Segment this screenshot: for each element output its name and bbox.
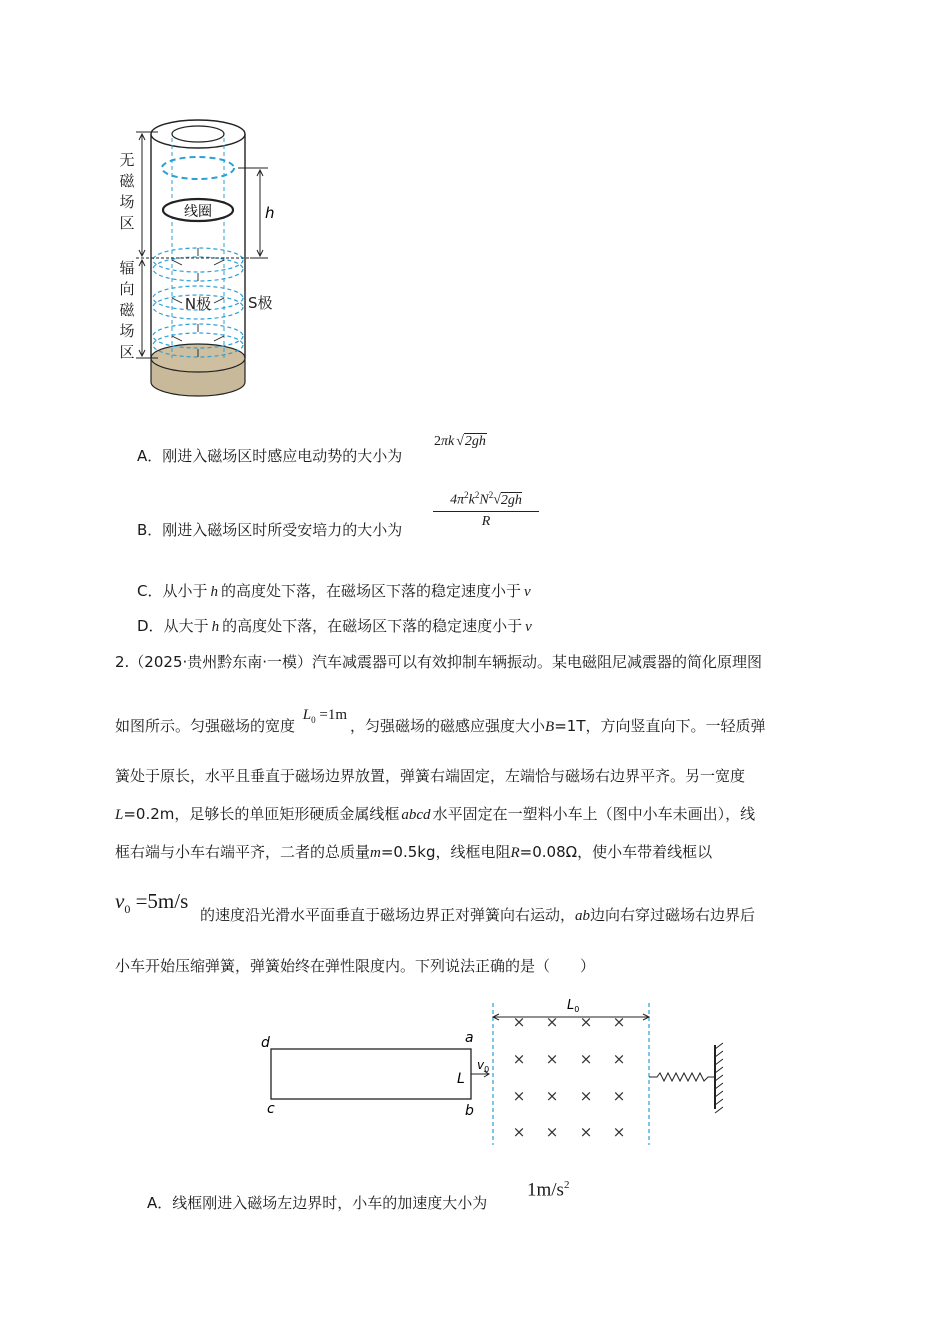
wall-hatching — [715, 1043, 723, 1113]
magnetic-field-crosses — [513, 1013, 626, 1141]
option-b-formula — [433, 490, 539, 530]
var-R: R — [510, 845, 520, 861]
field-cross: × — [579, 1123, 593, 1141]
option-label: C． — [137, 582, 163, 600]
q2-line-7: 小车开始压缩弹簧，弹簧始终在弹性限度内。下列说法正确的是（ ） — [115, 957, 596, 975]
L0-formula — [300, 707, 350, 723]
var-h: h — [211, 619, 220, 635]
field-cross: × — [579, 1087, 593, 1105]
text: =0.2m，足够长的单匝矩形硬质金属线框 — [123, 805, 400, 823]
field-cross: × — [612, 1087, 626, 1105]
text: 如图所示。匀强磁场的宽度 — [115, 717, 296, 735]
option-a-formula — [434, 434, 487, 450]
field-cross: × — [612, 1013, 626, 1031]
q2-line-3: 簧处于原长，水平且垂直于磁场边界放置，弹簧右端固定，左端恰与磁场右边界平齐。另一宽度 — [115, 767, 746, 785]
field-cross: × — [512, 1087, 526, 1105]
text: =1T，方向竖直向下。一轻质弹 — [554, 717, 766, 735]
corner-c: c — [267, 1101, 275, 1117]
sub: 0 — [124, 902, 131, 917]
corner-a: a — [465, 1030, 474, 1046]
corner-d: d — [261, 1035, 270, 1051]
text: 框右端与小车右端平齐，二者的总质量 — [115, 843, 371, 861]
field-cross: × — [612, 1123, 626, 1141]
formula-exp: 2 — [563, 1179, 570, 1191]
q2-line-5 — [115, 842, 712, 863]
text: ，匀强磁场的磁感应强度大小 — [350, 717, 546, 735]
var-m: m — [370, 845, 381, 861]
text: =0.5kg，线框电阻 — [380, 843, 511, 861]
v0-formula — [115, 889, 188, 917]
q2-option-a-formula — [527, 1179, 569, 1201]
option-a — [137, 446, 402, 466]
formula-k: k — [468, 492, 475, 508]
fraction-denominator: R — [481, 513, 491, 529]
sub: 0 — [311, 715, 316, 725]
field-cross: × — [545, 1123, 559, 1141]
option-text: 的高度处下落，在磁场区下落的稳定速度小于 — [222, 617, 523, 635]
no-field-zone-label: 无磁场区 — [119, 151, 135, 232]
field-cross: × — [545, 1013, 559, 1031]
magnet-cylinder-figure — [110, 110, 290, 402]
radial-field-zone-label: 辐向磁场区 — [119, 259, 135, 361]
option-label: B． — [137, 521, 163, 539]
wire-frame — [271, 1049, 471, 1099]
q2-option-a — [147, 1193, 487, 1213]
damper-figure — [255, 985, 735, 1150]
h-label: h — [265, 204, 275, 222]
option-label: A． — [147, 1194, 173, 1212]
val: =1m — [319, 707, 348, 723]
n-pole-label: N极 — [184, 295, 212, 313]
var-abcd: abcd — [401, 807, 431, 823]
option-b — [137, 520, 402, 540]
sqrt-sign: √ — [456, 434, 464, 449]
text: 的速度沿光滑水平面垂直于磁场边界正对弹簧向右运动， — [200, 906, 576, 924]
val: =5m/s — [135, 889, 189, 913]
var-ab: ab — [575, 908, 591, 924]
sym: L — [302, 707, 312, 723]
spring — [649, 1073, 715, 1081]
var-v: v — [524, 584, 531, 600]
formula-exp: 2 — [488, 490, 494, 500]
formula-val: 1m/s — [527, 1179, 564, 1201]
option-text: 刚进入磁场区时感应电动势的大小为 — [162, 447, 403, 465]
var-B: B — [545, 719, 555, 735]
text: 水平固定在一塑料小车上（图中小车未画出），线 — [432, 805, 756, 823]
formula-radicand: 2gh — [464, 434, 486, 449]
formula-coef: 2 — [434, 434, 441, 449]
option-d — [137, 616, 532, 637]
text: 边向右穿过磁场右边界后 — [590, 906, 756, 924]
field-cross: × — [579, 1013, 593, 1031]
coil-label: 线圈 — [184, 204, 212, 220]
L0-label: $L_0$ — [567, 998, 580, 1014]
q2-line-1: 2.（2025·贵州黔东南·一模）汽车减震器可以有效抑制车辆振动。某电磁阻尼减震器的简化原理图 — [115, 653, 763, 671]
field-cross: × — [612, 1050, 626, 1068]
formula-pi: π — [441, 434, 449, 449]
formula-k: k — [448, 434, 455, 449]
option-text: 的高度处下落，在磁场区下落的稳定速度小于 — [221, 582, 522, 600]
formula-exp: 2 — [464, 490, 469, 500]
q2-line-2 — [115, 707, 766, 742]
field-cross: × — [512, 1050, 526, 1068]
width-L-label: L — [457, 1071, 465, 1087]
field-cross: × — [545, 1087, 559, 1105]
var-L: L — [115, 807, 124, 823]
coil-start-position — [162, 157, 234, 179]
var-h: h — [210, 584, 218, 600]
formula-N: N — [479, 492, 489, 508]
option-text: 从大于 — [163, 617, 209, 635]
field-cross: × — [545, 1050, 559, 1068]
option-c — [137, 581, 531, 602]
field-cross: × — [512, 1013, 526, 1031]
field-cross: × — [512, 1123, 526, 1141]
field-cross: × — [579, 1050, 593, 1068]
text: =0.08Ω，使小车带着线框以 — [519, 843, 713, 861]
formula-radicand: 2gh — [500, 492, 522, 508]
sqrt-sign: √ — [493, 492, 501, 508]
var-v: v — [525, 619, 532, 635]
s-pole-label: S极 — [248, 294, 273, 312]
formula-coef: 4π — [450, 492, 465, 508]
option-text: 线框刚进入磁场左边界时，小车的加速度大小为 — [172, 1194, 488, 1212]
q2-line-6 — [200, 905, 755, 926]
option-text: 刚进入磁场区时所受安培力的大小为 — [162, 521, 403, 539]
option-label: A． — [137, 447, 163, 465]
fraction-numerator — [433, 490, 539, 512]
q2-line-4 — [115, 804, 755, 825]
option-text: 从小于 — [162, 582, 208, 600]
sym: v — [115, 889, 125, 913]
formula-exp: 2 — [474, 490, 480, 500]
v0-label: $v_0$ — [477, 1058, 490, 1074]
corner-b: b — [465, 1103, 474, 1119]
option-label: D． — [137, 617, 164, 635]
